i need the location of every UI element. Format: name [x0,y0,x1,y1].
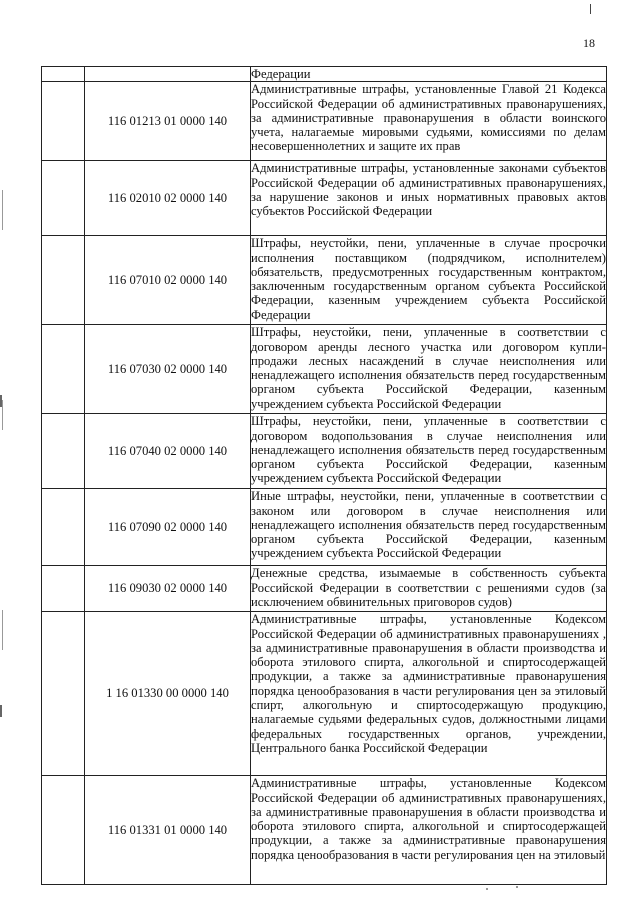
table-row [42,489,607,566]
empty-cell [42,82,85,161]
table-row [42,325,607,414]
description-cell: Штрафы, неустойки, пени, уплаченные в соответствии с договором водопользования в случае неисполнения или ненадлежащего исполнения обязательств перед государственным органом субъекта Российской Федерации, казенным учреждением субъекта Российской Федерации [251,414,607,489]
description-cell: Федерации [251,67,607,82]
code-cell: 116 07030 02 0000 140 [85,325,251,414]
table-row [42,612,607,776]
code-cell [85,67,251,82]
description-cell: Штрафы, неустойки, пени, уплаченные в соответствии с договором аренды лесного участка или договором купли-продажи лесных насаждений в случае неисполнения или ненадлежащего исполнения обязательств перед государственным органом субъекта Российской Федерации, казенным учреждением субъекта Российской Федерации [251,325,607,414]
code-cell: 116 01213 01 0000 140 [85,82,251,161]
scan-mark-edge [0,395,2,407]
code-cell: 116 07040 02 0000 140 [85,414,251,489]
scan-mark-left [2,400,3,430]
empty-cell [42,414,85,489]
code-cell: 116 07010 02 0000 140 [85,236,251,325]
code-cell: 1 16 01330 00 0000 140 [85,612,251,776]
empty-cell [42,776,85,885]
empty-cell [42,236,85,325]
description-cell: Административные штрафы, установленные Кодексом Российской Федерации об административных правонарушениях , за административные правонарушения в области производства и оборота этилового спирта, алкогольной и спиртосодержащей продукции, а также за административные правонарушения порядка ценообразования в части регулирования цен за этиловый спирт, алкогольную и спиртосодержащую продукцию, налагаемые судьями федеральных судов, должностными лицами федеральных государственных органов, учреждении, Центрального банка Российской Федерации [251,612,607,776]
scan-mark-top [590,4,591,14]
table-row [42,82,607,161]
description-cell: Административные штрафы, установленные законами субъектов Российской Федерации об административных правонарушениях, за нарушение законов и иных нормативных правовых актов субъектов Российской Федерации [251,161,607,236]
description-cell: Штрафы, неустойки, пени, уплаченные в случае просрочки исполнения поставщиком (подрядчиком, исполнителем) обязательств, предусмотренных государственным контрактом, заключенным государственным органом субъекта Российской Федерации, казенным учреждением субъекта Российской Федерации [251,236,607,325]
empty-cell [42,325,85,414]
scan-dot [486,888,488,890]
empty-cell [42,566,85,612]
empty-cell [42,67,85,82]
table-row [42,161,607,236]
table-row [42,414,607,489]
scan-mark-left [2,610,3,650]
code-cell: 116 01331 01 0000 140 [85,776,251,885]
code-cell: 116 07090 02 0000 140 [85,489,251,566]
empty-cell [42,612,85,776]
table-row [42,566,607,612]
scan-dot [516,886,518,888]
description-cell: Иные штрафы, неустойки, пени, уплаченные в соответствии с законом или договором в случае неисполнения или ненадлежащего исполнения обязательств перед государственным органом субъекта Российской Федерации, казенным учреждением субъекта Российской Федерации [251,489,607,566]
budget-codes-table [41,66,607,885]
code-cell: 116 02010 02 0000 140 [85,161,251,236]
page-number: 18 [583,36,595,50]
empty-cell [42,489,85,566]
empty-cell [42,161,85,236]
table-row [42,236,607,325]
code-cell: 116 09030 02 0000 140 [85,566,251,612]
scan-mark-left [2,190,3,230]
description-cell: Административные штрафы, установленные Главой 21 Кодекса Российской Федерации об административных правонарушениях, за административные правонарушения в области воинского учета, налагаемые мировыми судьями, комиссиями по делам несовершеннолетних и защите их прав [251,82,607,161]
scan-mark-edge [0,705,2,717]
description-cell: Административные штрафы, установленные Кодексом Российской Федерации об административных правонарушениях, за административные правонарушения в области производства и оборота этилового спирта, алкогольной и спиртосодержащей продукции, а также за административные правонарушения порядка ценообразования в части регулирования цен на этиловый [251,776,607,885]
table-row [42,776,607,885]
description-cell: Денежные средства, изымаемые в собственность субъекта Российской Федерации в соответствии с решениями судов (за исключением обвинительных приговоров судов) [251,566,607,612]
table-row [42,67,607,82]
